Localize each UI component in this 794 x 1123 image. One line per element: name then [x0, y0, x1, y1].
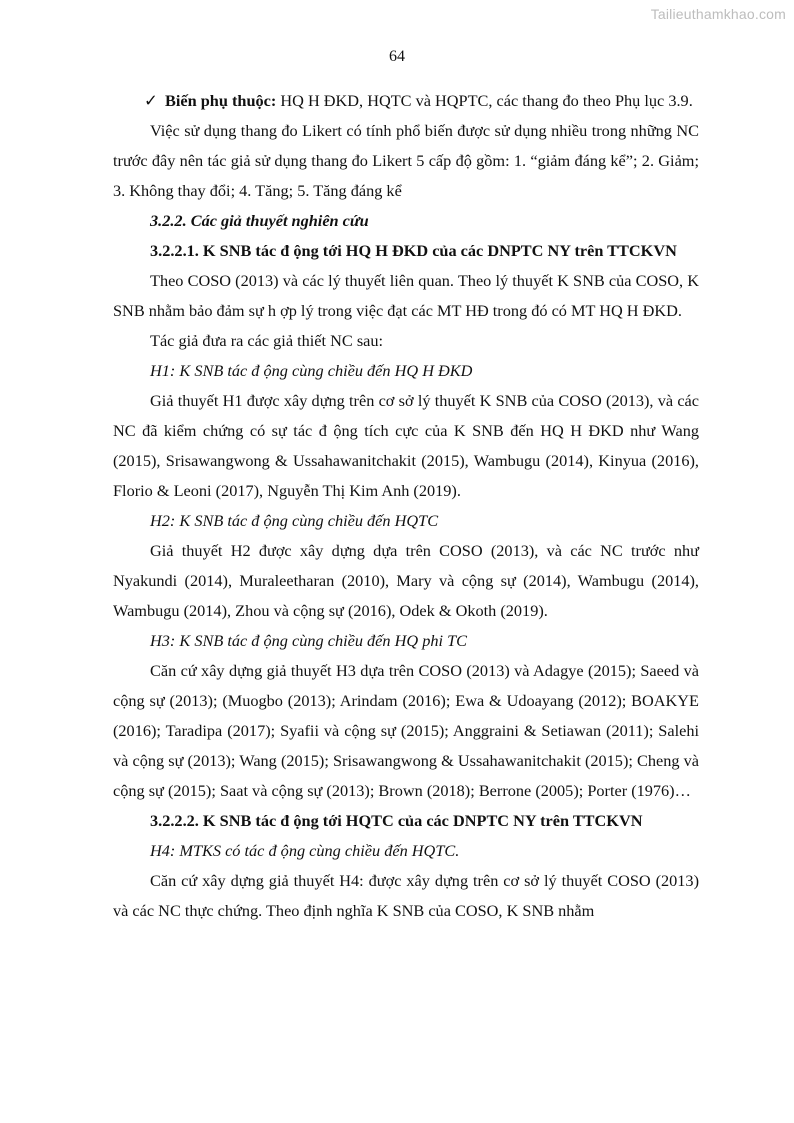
hypothesis-h3: H3: K SNB tác đ ộng cùng chiều đến HQ phi TC	[150, 631, 467, 650]
hypotheses-intro: Tác giả đưa ra các giả thiết NC sau:	[150, 331, 384, 350]
hypothesis-h4: H4: MTKS có tác đ ộng cùng chiều đến HQTC.	[150, 841, 460, 860]
watermark: Tailieuthamkhao.com	[650, 6, 786, 22]
hypothesis-h2-text: Giả thuyết H2 được xây dựng dựa trên COSO (2013), và các NC trước như Nyakundi (2014), Muraleetharan (2010), Mary và cộng sự (2014), Wambugu (2014), Wambugu (2014), Zhou và cộng sự (2016), Odek & Okoth (2019).	[113, 541, 699, 620]
checkmark-icon: ✓	[144, 91, 158, 110]
dependent-variable-bullet	[113, 86, 699, 116]
likert-paragraph: Việc sử dụng thang đo Likert có tính phổ biến được sử dụng nhiều trong những NC trước đây nên tác giả sử dụng thang đo Likert 5 cấp độ gồm: 1. “giảm đáng kể”; 2. Giảm; 3. Không thay đổi; 4. Tăng; 5. Tăng đáng kể	[113, 121, 699, 200]
bullet-label: Biến phụ thuộc:	[165, 91, 277, 110]
section-heading-3-2-2: 3.2.2. Các giả thuyết nghiên cứu	[150, 211, 369, 230]
section-heading-3-2-2-1: 3.2.2.1. K SNB tác đ ộng tới HQ H ĐKD của các DNPTC NY trên TTCKVN	[150, 241, 677, 260]
hypothesis-h4-text: Căn cứ xây dựng giả thuyết H4: được xây dựng trên cơ sở lý thuyết COSO (2013) và các NC thực chứng. Theo định nghĩa K SNB của COSO, K SNB nhằm	[113, 871, 699, 920]
hypothesis-h1-text: Giả thuyết H1 được xây dựng trên cơ sở lý thuyết K SNB của COSO (2013), và các NC đã kiểm chứng có sự tác đ ộng tích cực của K SNB đến HQ H ĐKD như Wang (2015), Srisawangwong & Ussahawanitchakit (2015), Wambugu (2014), Kinyua (2016), Florio & Leoni (2017), Nguyễn Thị Kim Anh (2019).	[113, 391, 699, 500]
hypothesis-h3-text: Căn cứ xây dựng giả thuyết H3 dựa trên COSO (2013) và Adagye (2015); Saeed và cộng sự (2013); (Muogbo (2013); Arindam (2016); Ewa & Udoayang (2012); BOAKYE (2016); Taradipa (2017); Syafii và cộng sự (2015); Anggraini & Setiawan (2011); Salehi và cộng sự (2013); Wang (2015); Srisawangwong & Ussahawanitchakit (2015); Cheng và cộng sự (2015); Saat và cộng sự (2013); Brown (2018); Berrone (2005); Porter (1976)…	[113, 661, 699, 800]
coso-paragraph: Theo COSO (2013) và các lý thuyết liên quan. Theo lý thuyết K SNB của COSO, K SNB nhằm bảo đảm sự h ợp lý trong việc đạt các MT HĐ trong đó có MT HQ H ĐKD.	[113, 271, 699, 320]
document-body	[113, 86, 699, 926]
bullet-text: HQ H ĐKD, HQTC và HQPTC, các thang đo theo Phụ lục 3.9.	[276, 91, 693, 110]
section-heading-3-2-2-2: 3.2.2.2. K SNB tác đ ộng tới HQTC của các DNPTC NY trên TTCKVN	[150, 811, 643, 830]
hypothesis-h2: H2: K SNB tác đ ộng cùng chiều đến HQTC	[150, 511, 439, 530]
hypothesis-h1: H1: K SNB tác đ ộng cùng chiều đến HQ H ĐKD	[150, 361, 473, 380]
page-number: 64	[389, 48, 405, 65]
